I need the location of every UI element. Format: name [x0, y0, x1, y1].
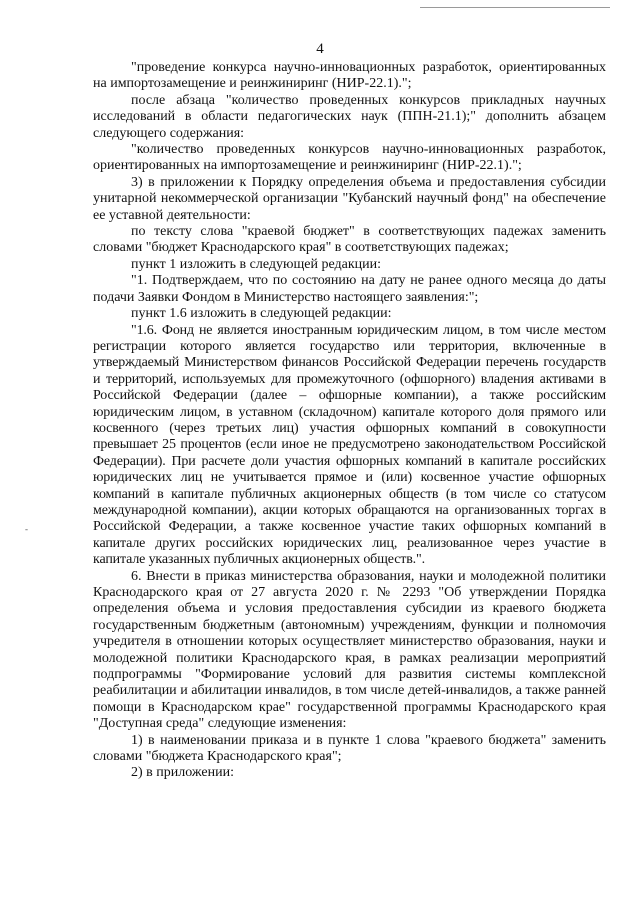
paragraph-subitem-2: 2) в приложении:	[131, 765, 234, 781]
paragraph-replace-budget: по тексту слова "краевой бюджет" в соответствующих падежах заменить словами "бюджет Краснодарского края" в соответствующих падежах;	[93, 224, 606, 256]
document-body	[93, 60, 606, 782]
paragraph-subitem-1: 1) в наименовании приказа и в пункте 1 слова "краевого бюджета" заменить словами "бюджета Краснодарского края";	[93, 732, 606, 765]
paragraph-quote-nir-2: "количество проведенных конкурсов научно-инновационных разработок, ориентированных на импортозамещение и реинжиниринг (НИР-22.1).";	[93, 142, 606, 174]
paragraph-item-6: 6. Внести в приказ министерства образования, науки и молодежной политики Краснодарского края от 27 августа 2020 г. № 2293 "Об утверждении Порядка определения объема и условия предоставления субсидии из краевого бюджета государственным бюджетным (автономным) учреждениям, функции и полномочия учредителя в отношении которых осуществляет министерство образования, науки и молодежной политики Краснодарского края, в рамках реализации мероприятий подпрограммы "Формирование условий для развития системы комплексной реабилитации и абилитации инвалидов, в том числе детей-инвалидов, а также ранней помощи в Краснодарском крае" государственной программы Краснодарского края "Доступная среда" следующие изменения:	[93, 568, 606, 732]
paragraph-point-1-6-text: "1.6. Фонд не является иностранным юридическим лицом, в том числе местом регистрации которого является государство или территория, включенные в утверждаемый Министерством финансов Российской Федерации перечень государств и территорий, используемых для промежуточного (офшорного) владения активами в Российской Федерации (далее – офшорные компании), а также российским юридическим лицом, в уставном (складочном) капитале которого доля прямого или косвенного (через третьих лиц) участия офшорных компаний в совокупности превышает 25 процентов (если иное не предусмотрено законодательством Российской Федерации). При расчете доли участия офшорных компаний в капитале российских юридических лиц не учитывается прямое и (или) косвенное участие офшорных компаний в капитале публичных акционерных обществ (в том числе со статусом международной компании), акции которых обращаются на организованных торгах в Российской Федерации, а также косвенное участие таких офшорных компаний в капитале других российских юридических лиц, реализованное через участие в капитале указанных публичных акционерных обществ.".	[93, 322, 606, 568]
paragraph-quote-nir-1: "проведение конкурса научно-инновационных разработок, ориентированных на импортозамещение и реинжиниринг (НИР-22.1).";	[93, 60, 606, 92]
paragraph-point-1-text: "1. Подтверждаем, что по состоянию на дату не ранее одного месяца до даты подачи Заявки Фондом в Министерство настоящего заявления:";	[93, 273, 606, 305]
paragraph-point-1-6-intro: пункт 1.6 изложить в следующей редакции:	[131, 306, 392, 322]
top-border-line	[420, 7, 610, 8]
paragraph-point-1-intro: пункт 1 изложить в следующей редакции:	[131, 256, 381, 272]
paragraph-item-3: 3) в приложении к Порядку определения объема и предоставления субсидии унитарной некоммерческой организации "Кубанский научный фонд" на обеспечение ее уставной деятельности:	[93, 174, 606, 223]
page-number: 4	[316, 41, 324, 57]
paragraph-after-ppn: после абзаца "количество проведенных конкурсов прикладных научных исследований в области педагогических наук (ППН-21.1);" дополнить абзацем следующего содержания:	[93, 92, 606, 141]
margin-mark: -	[25, 524, 28, 534]
